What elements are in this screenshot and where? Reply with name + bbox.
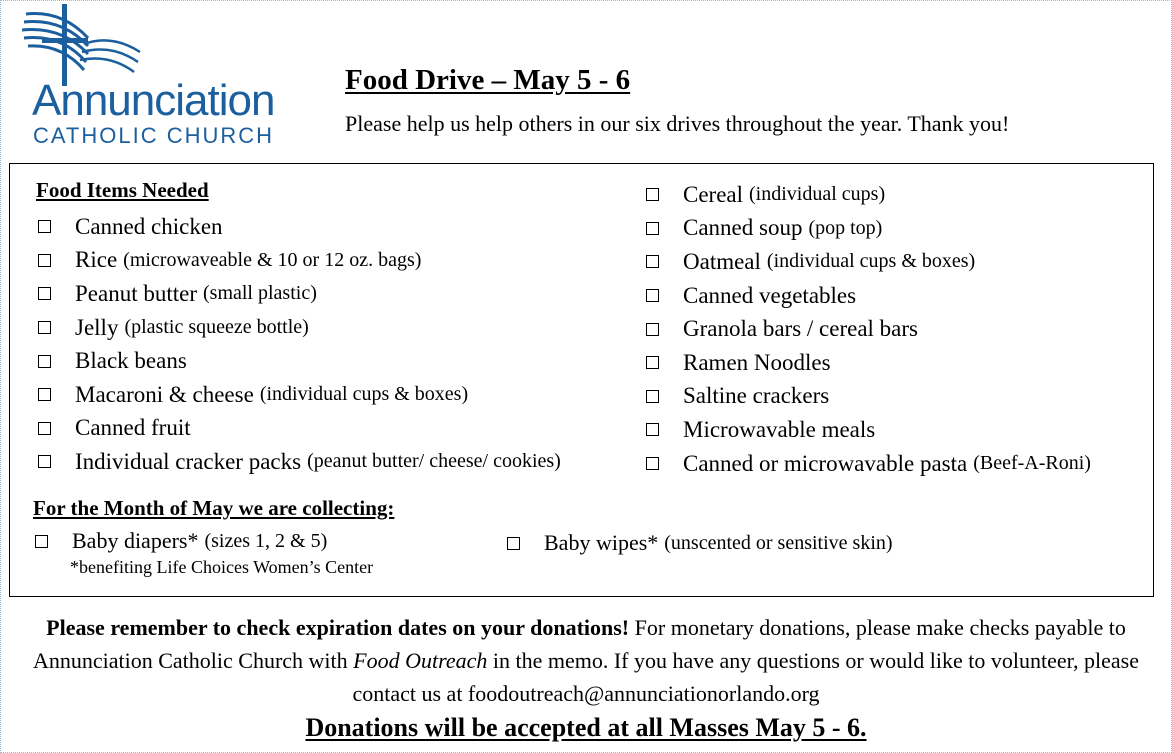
item-label: Baby wipes* [544, 530, 659, 555]
checkbox[interactable] [646, 457, 659, 470]
may-item-diapers [33, 527, 327, 555]
checkbox[interactable] [646, 390, 659, 403]
item-note: (small plastic) [203, 282, 317, 305]
checkbox[interactable] [35, 535, 48, 548]
page-border-top [0, 0, 1172, 1]
list-item [36, 210, 561, 244]
item-label: Canned chicken [75, 213, 223, 239]
item-label: Oatmeal [683, 248, 761, 274]
footer-text-2: in the memo. If you have any questions or would like to volunteer, please contact us at foodoutreach@annunciationorlando.org [352, 648, 1140, 706]
benefit-note: *benefiting Life Choices Women’s Center [70, 557, 374, 577]
checkbox[interactable] [646, 323, 659, 336]
item-note: (individual cups) [749, 183, 886, 206]
page-subtitle: Please help us help others in our six drives throughout the year. Thank you! [345, 111, 1010, 136]
footer-paragraph [0, 611, 1172, 710]
item-label: Macaroni & cheese [75, 381, 254, 407]
logo-subtitle: CATHOLIC CHURCH [33, 123, 275, 148]
checkbox[interactable] [646, 423, 659, 436]
item-note: (plastic squeeze bottle) [124, 316, 309, 339]
list-item [644, 447, 1091, 481]
list-item [36, 311, 561, 345]
item-label: Canned soup [683, 215, 803, 241]
item-note: (individual cups & boxes) [259, 383, 469, 406]
list-item [644, 212, 1091, 246]
item-label: Granola bars / cereal bars [683, 316, 918, 342]
item-note: (peanut butter/ cheese/ cookies) [307, 450, 561, 473]
list-item [644, 279, 1091, 313]
list-item [36, 344, 561, 378]
item-note: (unscented or sensitive skin) [664, 531, 893, 554]
checkbox[interactable] [646, 222, 659, 235]
list-item [644, 312, 1091, 346]
may-collection-heading: For the Month of May we are collecting: [33, 496, 395, 520]
item-label: Jelly [75, 314, 119, 340]
item-note: (sizes 1, 2 & 5) [204, 529, 328, 552]
list-item [36, 445, 561, 479]
item-note: (pop top) [808, 216, 883, 239]
page-title: Food Drive – May 5 - 6 [345, 64, 631, 96]
donations-notice: Donations will be accepted at all Masses May 5 - 6. [305, 713, 867, 742]
list-item [644, 380, 1091, 414]
item-label: Canned or microwavable pasta [683, 450, 968, 476]
checkbox[interactable] [646, 255, 659, 268]
food-items-heading: Food Items Needed [36, 178, 209, 202]
checkbox[interactable] [38, 388, 51, 401]
item-label: Microwavable meals [683, 416, 876, 442]
item-label: Rice [75, 247, 118, 273]
item-note: (individual cups & boxes) [766, 250, 976, 273]
food-list-left [36, 210, 561, 479]
checkbox[interactable] [38, 355, 51, 368]
item-label: Ramen Noodles [683, 349, 831, 375]
list-item [36, 277, 561, 311]
item-label: Peanut butter [75, 280, 197, 306]
church-logo [22, 4, 297, 150]
checkbox[interactable] [507, 537, 520, 550]
item-note: (microwaveable & 10 or 12 oz. bags) [123, 248, 422, 271]
checkbox[interactable] [38, 220, 51, 233]
checkbox[interactable] [38, 287, 51, 300]
list-item [36, 244, 561, 278]
list-item [36, 378, 561, 412]
item-label: Canned vegetables [683, 282, 857, 308]
item-label: Individual cracker packs [75, 448, 302, 474]
item-label: Saltine crackers [683, 383, 830, 409]
checkbox[interactable] [38, 321, 51, 334]
checkbox[interactable] [38, 422, 51, 435]
list-item [644, 245, 1091, 279]
footer-memo: Food Outreach [353, 648, 488, 673]
logo-name: Annunciation [32, 76, 275, 125]
item-label: Baby diapers* [72, 528, 199, 553]
item-label: Cereal [683, 181, 744, 207]
footer-reminder: Please remember to check expiration dates on your donations! [46, 615, 630, 640]
cross-wings-icon [22, 4, 142, 86]
food-list-right [644, 178, 1091, 480]
list-item [644, 346, 1091, 380]
item-label: Canned fruit [75, 415, 191, 441]
checkbox[interactable] [38, 254, 51, 267]
item-note: (Beef-A-Roni) [973, 452, 1091, 475]
may-item-wipes [505, 529, 893, 557]
list-item [644, 178, 1091, 212]
item-label: Black beans [75, 348, 187, 374]
checkbox[interactable] [38, 455, 51, 468]
checkbox[interactable] [646, 289, 659, 302]
footer-text-1: For monetary donations, please make checks payable to Annunciation Catholic Church with [32, 615, 1126, 673]
list-item [644, 413, 1091, 447]
checkbox[interactable] [646, 188, 659, 201]
checkbox[interactable] [646, 356, 659, 369]
list-item [36, 412, 561, 446]
